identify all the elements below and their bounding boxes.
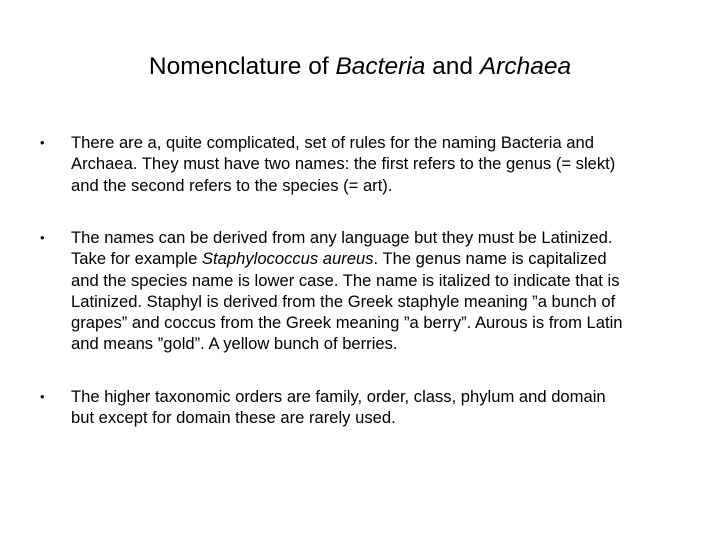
bullet-line: The names can be derived from any language but they must be Latinized. [71,228,613,247]
bullet-line: There are a, quite complicated, set of rules for the naming Bacteria and [71,133,594,152]
slide-title [0,51,720,83]
bullet-line: Latinized. Staphyl is derived from the Greek staphyle meaning ”a bunch of [71,291,616,311]
example-continuation: . The genus name is capitalized [373,249,607,269]
bullet-text [71,227,679,355]
title-italic-bacteria: Bacteria [335,53,426,80]
bullet-line: and the species name is lower case. The name is italized to indicate that is [71,270,620,290]
title-text-and: and [425,53,480,80]
example-intro: Take for example [71,249,202,269]
bullet-text [71,132,679,196]
bullet-marker: • [40,389,45,404]
bullet-line: The higher taxonomic orders are family, order, class, phylum and domain [71,387,606,406]
bullet-text [71,386,679,429]
bullet-marker: • [40,230,45,245]
bullet-line: grapes” and coccus from the Greek meaning ”a berry”. Aurous is from Latin [71,313,623,333]
title-italic-archaea: Archaea [479,53,572,80]
bullet-line: and means ”gold”. A yellow bunch of berries. [71,334,398,354]
title-text-start: Nomenclature of [148,53,336,80]
bullet-line: Archaea. They must have two names: the first refers to the genus (= slekt) [71,154,616,174]
species-name-italic: Staphylococcus aureus [201,249,374,269]
bullet-marker: • [40,135,45,150]
bullet-line: and the second refers to the species (= art). [71,175,393,195]
bullet-line [71,248,679,269]
bullet-line: but except for domain these are rarely used. [71,408,396,428]
